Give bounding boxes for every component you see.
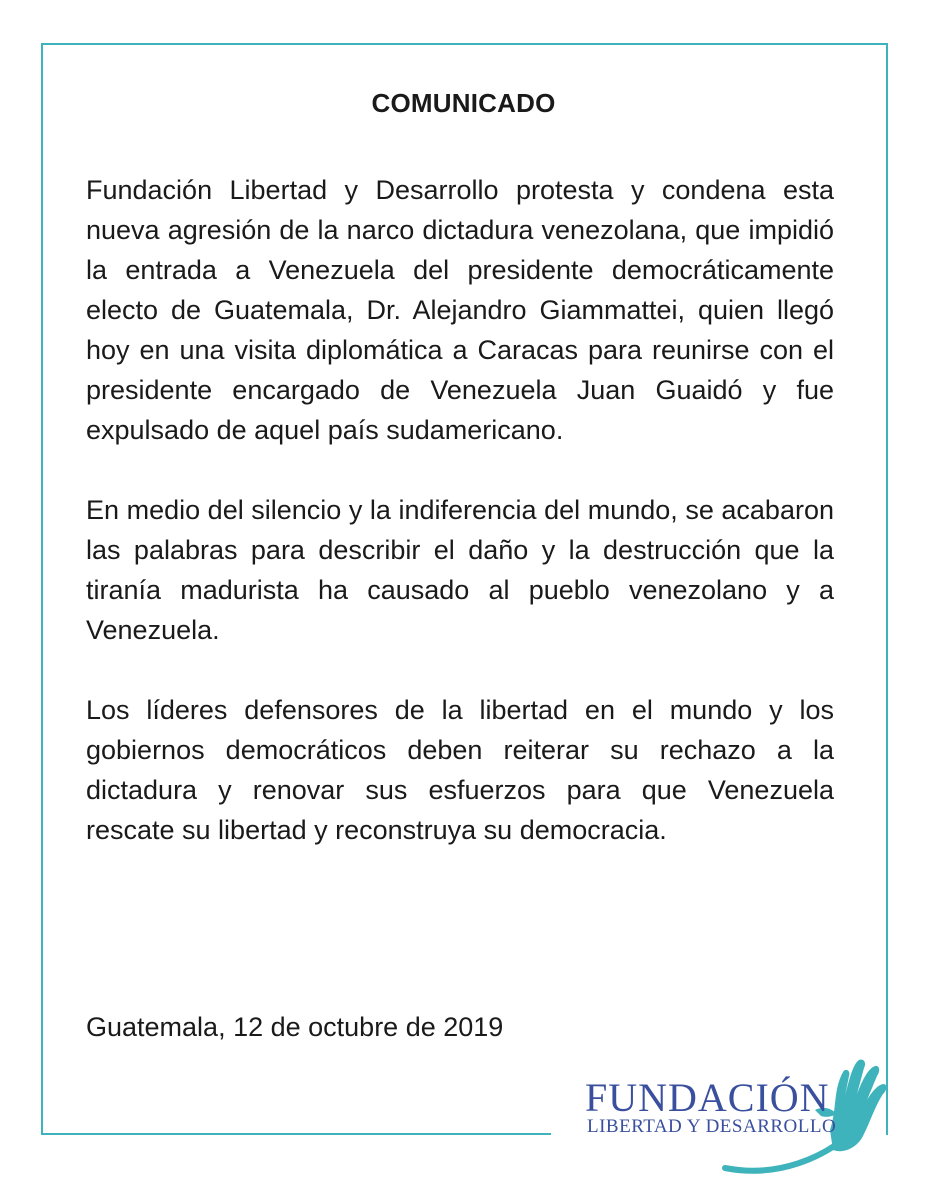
paragraph-1: Fundación Libertad y Desarrollo protesta y condena esta nueva agresión de la narco dictadura venezolana, que impidió la entrada a Venezuela del presidente democráticamente electo de Guatemala, Dr. Alejandro Giammattei, quien llegó hoy en una visita diplomática a Caracas para reunirse con el presidente encargado de Venezuela Juan Guaidó y fue expulsado de aquel país sudamericano. [86,175,834,445]
foundation-logo [575,1050,895,1180]
date-line: Guatemala, 12 de octubre de 2019 [86,1012,504,1042]
paragraph-2: En medio del silencio y la indiferencia del mundo, se acabaron las palabras para describir el daño y la destrucción que la tiranía madurista ha causado al pueblo venezolano y a Venezuela. [86,495,834,645]
paragraph-3: Los líderes defensores de la libertad en el mundo y los gobiernos democráticos deben reiterar su rechazo a la dictadura y renovar sus esfuerzos para que Venezuela rescate su libertad y reconstruya su democracia. [86,695,834,845]
logo-title: FUNDACIÓN [585,1075,830,1120]
document-body [86,170,834,890]
page-frame-bottom [41,1133,551,1135]
document-title: COMUNICADO [371,88,556,118]
logo-subtitle: LIBERTAD Y DESARROLLO [587,1116,837,1137]
